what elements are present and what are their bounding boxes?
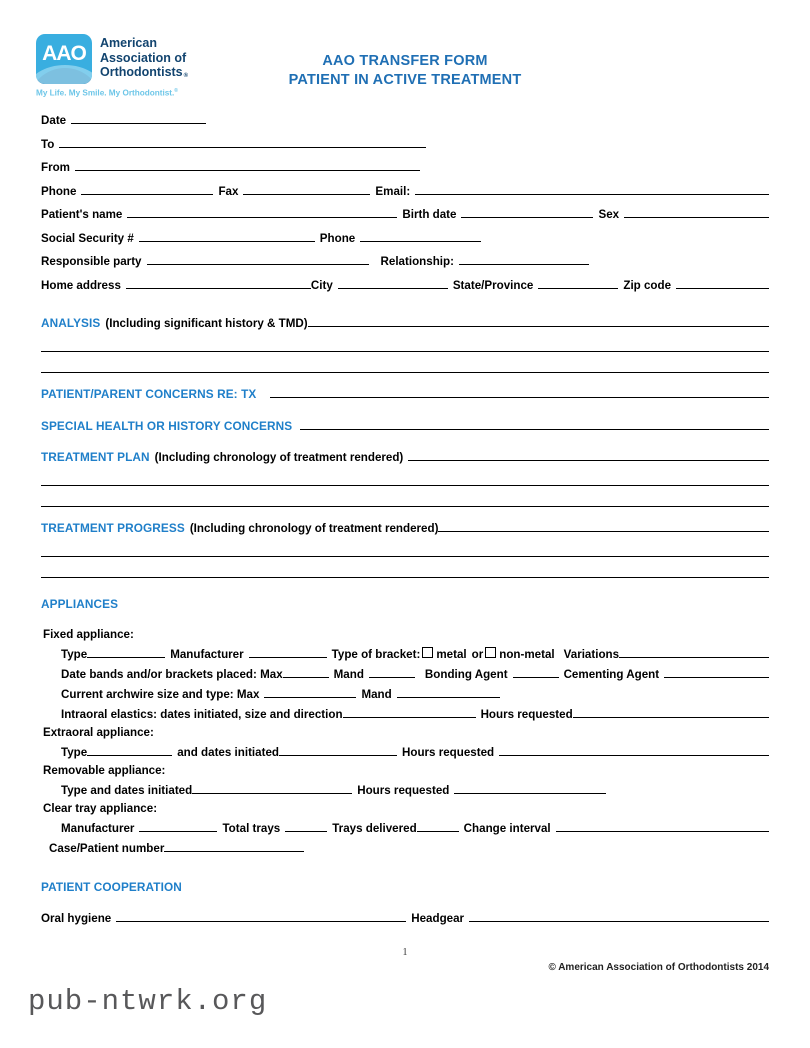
label-phone-2: Phone <box>319 231 356 245</box>
label-zip-code: Zip code <box>623 278 672 292</box>
input-concerns[interactable] <box>270 386 769 398</box>
org-name <box>100 36 187 83</box>
input-email[interactable] <box>415 183 769 195</box>
input-archwire-mand[interactable] <box>397 686 500 698</box>
page-title-line1: AAO TRANSFER FORM <box>322 53 488 69</box>
heading-special-health: SPECIAL HEALTH OR HISTORY CONCERNS <box>41 418 293 433</box>
aao-logo <box>36 34 216 104</box>
label-oral-hygiene: Oral hygiene <box>41 912 112 925</box>
input-intraoral-hours[interactable] <box>573 706 769 718</box>
field-row-to <box>41 136 769 152</box>
input-phone-2[interactable] <box>360 230 481 242</box>
heading-concerns: PATIENT/PARENT CONCERNS RE: TX <box>41 387 257 401</box>
checkbox-non-metal[interactable] <box>485 647 496 658</box>
input-from[interactable] <box>75 159 420 171</box>
input-extraoral-type[interactable] <box>87 744 172 756</box>
form-body <box>41 112 769 934</box>
input-manufacturer[interactable] <box>249 646 327 658</box>
label-archwire: Current archwire size and type: Max <box>61 687 260 701</box>
label-clear-manufacturer: Manufacturer <box>61 821 135 835</box>
label-extraoral-type: Type <box>61 745 88 759</box>
page-title-line2: PATIENT IN ACTIVE TREATMENT <box>288 72 522 88</box>
label-removable-appliance: Removable appliance: <box>43 763 166 777</box>
field-row-from <box>41 159 769 175</box>
label-total-trays: Total trays <box>222 821 281 835</box>
input-sex[interactable] <box>624 206 769 218</box>
registered-mark: ® <box>183 73 189 80</box>
input-date-bands-max[interactable] <box>283 666 329 678</box>
field-row-date <box>41 112 769 128</box>
note-analysis: (Including significant history & TMD) <box>105 317 308 330</box>
input-extraoral-hours[interactable] <box>499 744 769 756</box>
watermark: pub-ntwrk.org <box>28 985 268 1018</box>
copyright-notice: © American Association of Orthodontists 2014 <box>548 962 769 973</box>
input-to[interactable] <box>59 136 426 148</box>
label-and-dates-initiated: and dates initiated <box>177 745 279 759</box>
input-special-health[interactable] <box>300 418 769 430</box>
input-responsible-party[interactable] <box>147 253 369 265</box>
label-fixed-appliance-row <box>41 628 769 642</box>
heading-appliances: APPLIANCES <box>41 597 119 611</box>
label-ssn: Social Security # <box>41 231 134 245</box>
label-phone: Phone <box>41 184 77 198</box>
label-fax: Fax <box>218 184 239 198</box>
input-date-bands-mand[interactable] <box>369 666 415 678</box>
field-row-case-number <box>41 840 769 856</box>
label-removable-row <box>41 764 769 778</box>
label-manufacturer: Manufacturer <box>170 647 244 661</box>
note-treatment-plan: (Including chronology of treatment rendered) <box>154 451 404 464</box>
label-responsible-party: Responsible party <box>41 255 142 268</box>
tagline-registered-mark: ® <box>174 88 178 94</box>
label-date-bands: Date bands and/or brackets placed: Max <box>61 667 283 681</box>
input-phone[interactable] <box>81 183 213 195</box>
label-change-interval: Change interval <box>463 821 551 835</box>
label-non-metal: non-metal <box>499 647 555 661</box>
input-oral-hygiene[interactable] <box>116 910 406 922</box>
input-zip-code[interactable] <box>676 277 769 289</box>
label-home-address: Home address <box>41 278 121 292</box>
input-ssn[interactable] <box>139 230 315 242</box>
field-row-responsible-party <box>41 253 769 269</box>
input-cementing-agent[interactable] <box>664 666 769 678</box>
input-treatment-progress-line-1[interactable] <box>438 520 769 532</box>
label-patient-name: Patient's name <box>41 208 123 221</box>
label-relationship: Relationship: <box>380 255 454 268</box>
label-extraoral-hours: Hours requested <box>402 745 495 759</box>
input-removable-hours[interactable] <box>454 782 606 794</box>
field-row-oral-hygiene <box>41 910 769 926</box>
heading-treatment-plan: TREATMENT PLAN <box>41 450 150 464</box>
input-analysis-line-2[interactable] <box>41 335 769 356</box>
label-email: Email: <box>375 184 411 198</box>
field-row-extraoral <box>41 744 769 760</box>
field-row-clear-tray <box>41 820 769 836</box>
logo-wave-light <box>36 65 92 84</box>
field-row-home-address <box>41 277 769 293</box>
field-row-fixed-type <box>41 646 769 662</box>
input-analysis-line-1[interactable] <box>308 315 769 327</box>
input-relationship[interactable] <box>459 253 589 265</box>
field-row-phone-fax-email <box>41 183 769 199</box>
section-treatment-progress <box>41 520 769 536</box>
org-name-line1: American <box>100 36 157 50</box>
heading-treatment-progress: TREATMENT PROGRESS <box>41 521 185 535</box>
checkbox-metal[interactable] <box>422 647 433 658</box>
field-row-removable <box>41 782 769 798</box>
section-concerns <box>41 386 769 401</box>
label-intraoral-hours: Hours requested <box>480 707 573 721</box>
input-city[interactable] <box>338 277 448 289</box>
org-name-line3: Orthodontists <box>100 65 183 80</box>
label-or: or <box>471 647 484 661</box>
section-treatment-plan <box>41 449 769 465</box>
section-analysis <box>41 315 769 331</box>
label-type-of-bracket: Type of bracket: <box>331 647 421 661</box>
field-row-archwire <box>41 686 769 702</box>
label-city: City <box>310 278 333 292</box>
label-intraoral: Intraoral elastics: dates initiated, size and direction <box>61 707 343 721</box>
note-treatment-progress: (Including chronology of treatment rendered) <box>189 522 439 535</box>
input-fax[interactable] <box>243 183 370 195</box>
section-cooperation <box>41 880 769 894</box>
label-case-patient-number: Case/Patient number <box>49 841 165 855</box>
label-date-bands-mand: Mand <box>333 667 364 681</box>
input-trays-delivered[interactable] <box>417 820 459 832</box>
label-to: To <box>41 137 55 151</box>
input-treatment-progress-line-3[interactable] <box>41 561 769 582</box>
label-clear-tray-row <box>41 802 769 816</box>
label-fixed-appliance: Fixed appliance: <box>43 627 134 641</box>
input-fixed-type[interactable] <box>87 646 165 658</box>
input-case-patient-number[interactable] <box>164 840 304 852</box>
label-birth-date: Birth date <box>402 208 457 221</box>
label-from: From <box>41 161 70 174</box>
label-archwire-mand: Mand <box>361 687 392 701</box>
label-trays-delivered: Trays delivered <box>332 821 417 835</box>
field-row-ssn <box>41 230 769 246</box>
input-birth-date[interactable] <box>461 206 593 218</box>
input-analysis-line-3[interactable] <box>41 356 769 377</box>
label-state-province: State/Province <box>452 278 534 292</box>
input-treatment-plan-line-1[interactable] <box>408 449 769 461</box>
field-row-patient-name <box>41 206 769 222</box>
label-extraoral-appliance: Extraoral appliance: <box>43 725 154 739</box>
input-date[interactable] <box>71 112 206 124</box>
page-number: 1 <box>402 947 408 958</box>
input-patient-name[interactable] <box>127 206 397 218</box>
input-state-province[interactable] <box>538 277 618 289</box>
page-title <box>235 52 575 90</box>
label-clear-tray-appliance: Clear tray appliance: <box>43 801 158 815</box>
input-treatment-plan-line-2[interactable] <box>41 469 769 490</box>
label-variations: Variations <box>563 647 620 661</box>
label-fixed-type: Type <box>61 647 88 661</box>
input-removable-type-dates[interactable] <box>192 782 352 794</box>
label-extraoral-row <box>41 726 769 740</box>
section-appliances <box>41 597 769 611</box>
label-headgear: Headgear <box>411 912 465 925</box>
org-name-line2: Association of <box>100 50 187 65</box>
input-treatment-plan-line-3[interactable] <box>41 490 769 511</box>
label-sex: Sex <box>598 208 620 221</box>
label-cementing-agent: Cementing Agent <box>563 667 660 681</box>
input-clear-manufacturer[interactable] <box>139 820 217 832</box>
logo-tagline <box>36 88 178 98</box>
input-change-interval[interactable] <box>556 820 769 832</box>
input-bonding-agent[interactable] <box>513 666 559 678</box>
logo-tagline-text: My Life. My Smile. My Orthodontist. <box>36 88 175 98</box>
heading-cooperation: PATIENT COOPERATION <box>41 879 182 894</box>
input-home-address[interactable] <box>126 277 311 289</box>
label-bonding-agent: Bonding Agent <box>424 667 508 681</box>
heading-analysis: ANALYSIS <box>41 316 101 330</box>
input-treatment-progress-line-2[interactable] <box>41 540 769 561</box>
input-intraoral[interactable] <box>343 706 476 718</box>
label-removable-type-dates: Type and dates initiated <box>61 783 193 797</box>
input-variations[interactable] <box>619 646 769 658</box>
input-extraoral-dates[interactable] <box>279 744 397 756</box>
field-row-intraoral <box>41 706 769 722</box>
logo-mark-text: AAO <box>42 42 86 65</box>
aao-logo-mark-icon <box>36 34 92 84</box>
label-date: Date <box>41 114 67 127</box>
label-metal: metal <box>436 647 467 661</box>
input-headgear[interactable] <box>469 910 769 922</box>
input-total-trays[interactable] <box>285 820 327 832</box>
field-row-date-bands <box>41 666 769 682</box>
section-special-health <box>41 418 769 433</box>
label-removable-hours: Hours requested <box>357 783 450 797</box>
document-header <box>0 0 810 108</box>
input-archwire-max[interactable] <box>264 686 356 698</box>
